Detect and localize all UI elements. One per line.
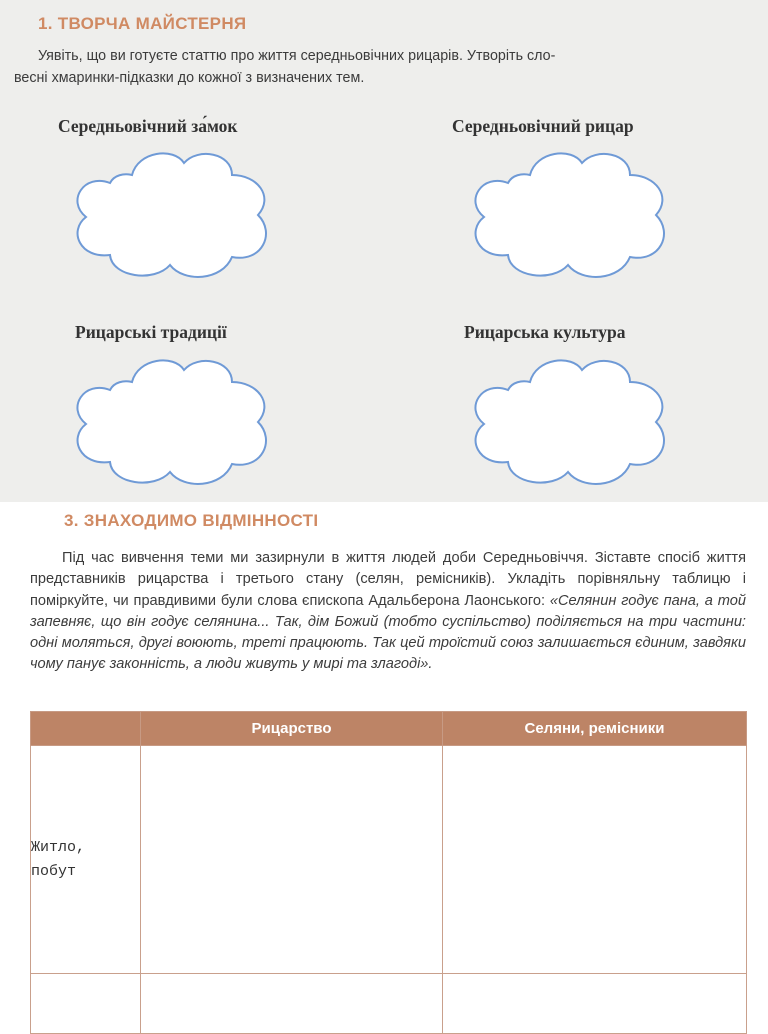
section1-title: 1. ТВОРЧА МАЙСТЕРНЯ <box>38 14 247 33</box>
table-row <box>31 974 747 1034</box>
word-cloud-traditions[interactable] <box>62 352 288 492</box>
cell-knighthood-housing[interactable] <box>141 746 443 974</box>
word-cloud-culture[interactable] <box>460 352 686 492</box>
paragraph-text: Під час вивчення теми ми зазирнули в життя людей доби Середньовіччя. Зіставте спосіб життя представників рицарства і третього стану (селян, ремісників). Укладіть порівняльну таблицю і поміркуйте, чи правдивими були слова єпископа Адальберона Лаонського: <box>30 550 746 609</box>
intro-line-1: Уявіть, що ви готуєте статтю про життя середньовічних рицарів. Утворіть сло- <box>38 48 556 64</box>
header-peasants-artisans: Селяни, ремісники <box>443 712 747 746</box>
bishop-quote: «Селянин годує пана, а той запевняє, що він годує селянина... Так, дім Божий (тобто суспільство) поділяється на три частини: одні моляться, другі воюють, треті працюють. Так цей троїстий союз залишається єдиним, завдяки чому панує законність, а люди живуть у мирі та злагоді». <box>30 592 746 673</box>
row-label-housing <box>31 746 141 974</box>
intro-line-2: весні хмаринки-підказки до кожної з визначених тем. <box>14 70 365 86</box>
topic-castle: Середньовічний за́мок <box>58 116 238 136</box>
row-label-line-1: Житло, <box>31 838 86 856</box>
topic-culture: Рицарська культура <box>464 322 626 342</box>
word-cloud-knight[interactable] <box>460 145 686 285</box>
topic-knight: Середньовічний рицар <box>452 116 634 136</box>
table-header-row <box>31 712 747 746</box>
section1-intro <box>14 45 754 89</box>
cell-peasants-housing[interactable] <box>443 746 747 974</box>
row-label-next <box>31 974 141 1034</box>
cell-knighthood-next[interactable] <box>141 974 443 1034</box>
topic-traditions: Рицарські традиції <box>75 322 227 342</box>
cell-peasants-next[interactable] <box>443 974 747 1034</box>
word-cloud-castle[interactable] <box>62 145 288 285</box>
section3-title: 3. ЗНАХОДИМО ВІДМІННОСТІ <box>64 511 319 530</box>
top-page-region <box>0 0 768 502</box>
header-knighthood: Рицарство <box>141 712 443 746</box>
row-label-line-2: побут <box>31 862 77 880</box>
table-row <box>31 746 747 974</box>
header-empty <box>31 712 141 746</box>
comparison-table <box>30 711 747 1034</box>
section3-paragraph <box>30 548 746 676</box>
